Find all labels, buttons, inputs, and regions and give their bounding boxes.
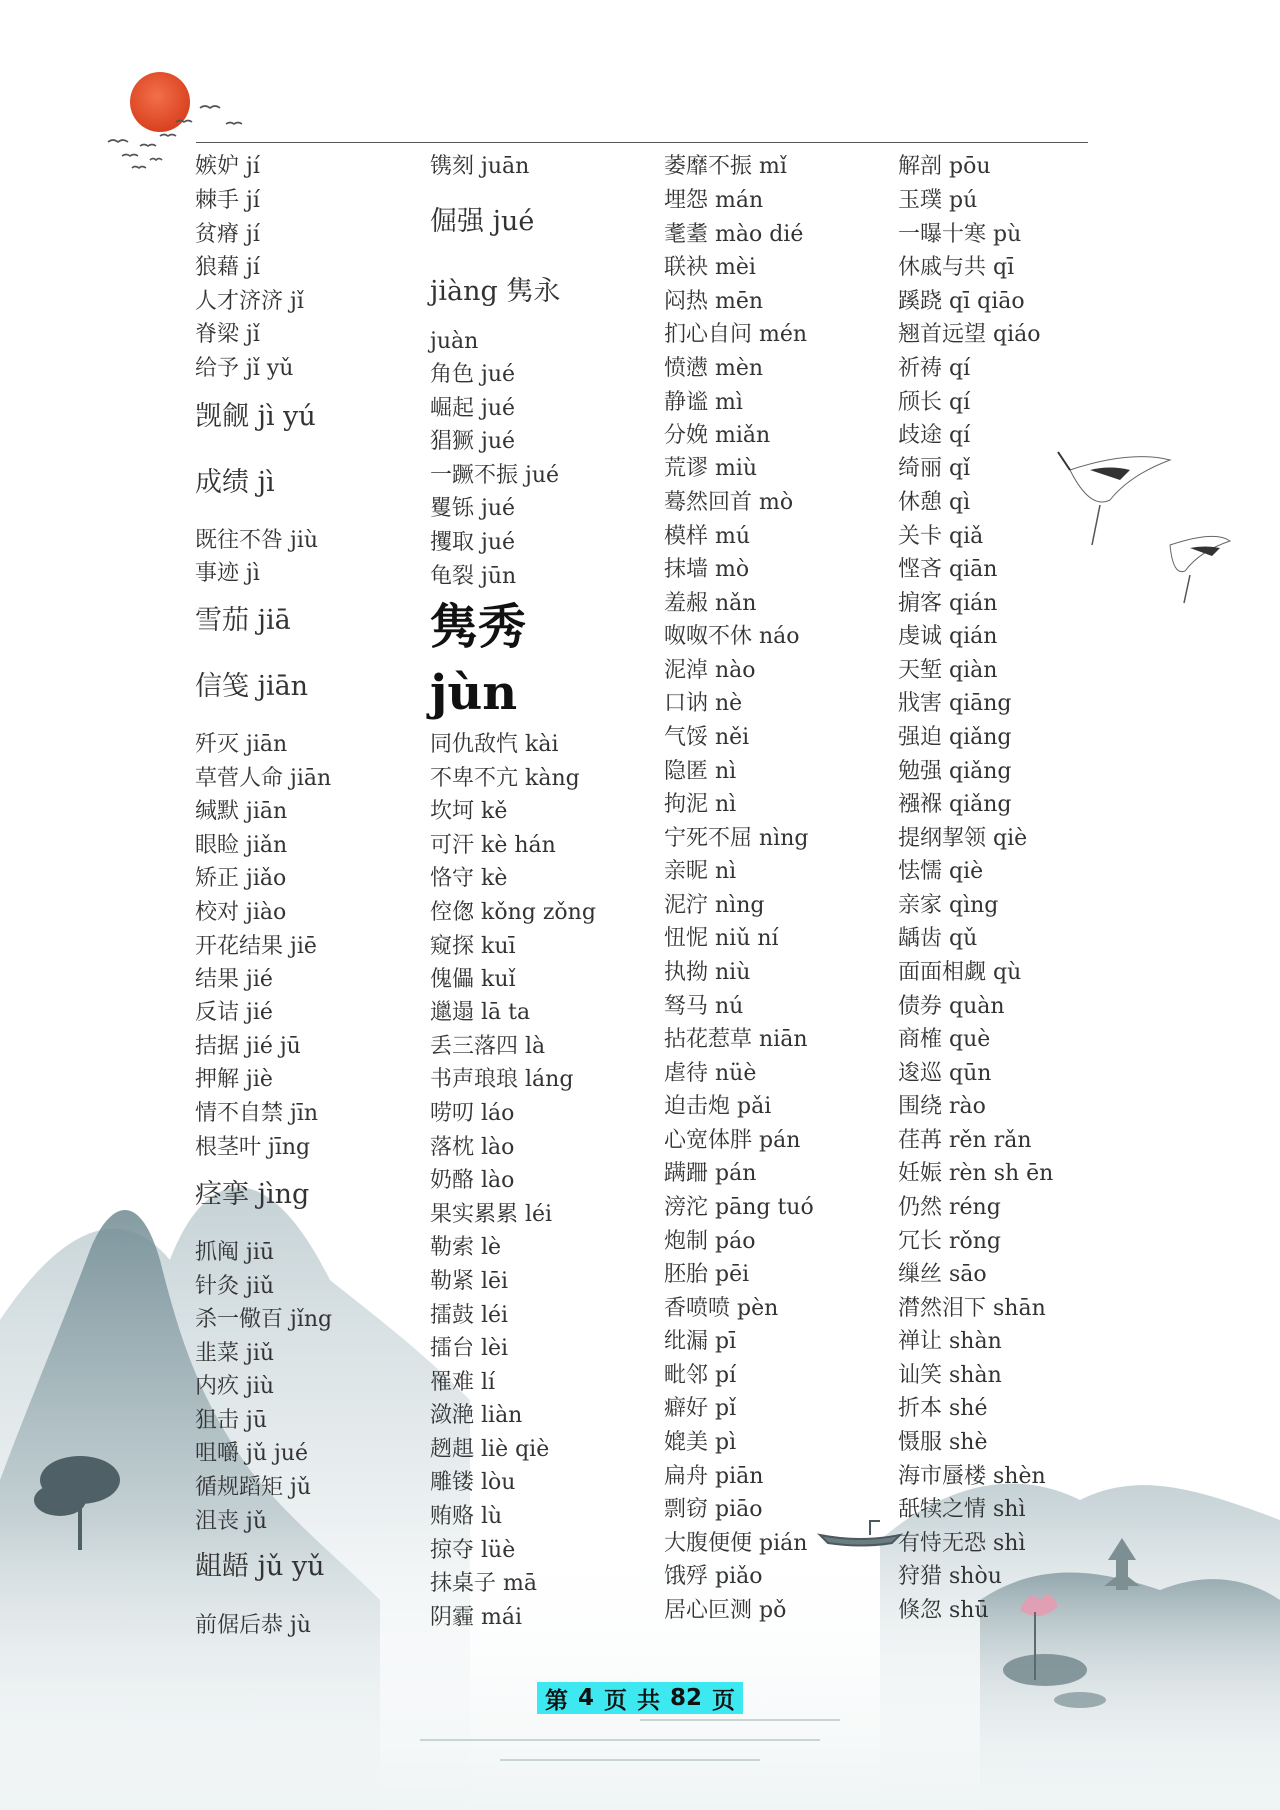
- word-entry: 落枕 lào: [430, 1135, 515, 1160]
- word-entry: 狙击 jū: [195, 1408, 267, 1433]
- word-entry: 同仇敌忾 kài: [430, 732, 559, 757]
- word-entry: 宁死不屈 nìng: [664, 826, 809, 851]
- word-entry: 既往不咎 jiù: [195, 528, 319, 553]
- word-entry: 怯懦 qiè: [898, 859, 984, 884]
- word-entry: 崛起 jué: [430, 396, 516, 421]
- footer-gong: 共: [637, 1687, 660, 1714]
- word-entry: 荒谬 miù: [664, 456, 758, 481]
- word-entry: 开花结果 jiē: [195, 934, 317, 959]
- word-entry: 荏苒 rěn rǎn: [898, 1128, 1032, 1153]
- word-entry: 擂台 lèi: [430, 1336, 509, 1361]
- word-entry: 棘手 jí: [195, 188, 260, 213]
- word-entry: 海市蜃楼 shèn: [898, 1464, 1046, 1489]
- word-entry: jiàng 隽永: [430, 276, 561, 307]
- word-entry: 勒索 lè: [430, 1235, 502, 1260]
- word-entry: 逡巡 qūn: [898, 1061, 992, 1086]
- word-entry: 剽窃 piāo: [664, 1497, 763, 1522]
- word-entry: 萎靡不振 mǐ: [664, 154, 787, 179]
- word-entry: 香喷喷 pèn: [664, 1296, 779, 1321]
- word-entry: 贫瘠 jí: [195, 222, 260, 247]
- word-entry: 执拗 niù: [664, 960, 751, 985]
- word-entry: 禅让 shàn: [898, 1329, 1002, 1354]
- word-entry: 罹难 lí: [430, 1370, 496, 1395]
- word-entry: juàn: [430, 329, 479, 354]
- word-entry: 有恃无恐 shì: [898, 1531, 1026, 1556]
- word-entry: 愤懑 mèn: [664, 356, 764, 381]
- word-entry: 襁褓 qiǎng: [898, 792, 1012, 817]
- word-entry: 滂沱 pāng tuó: [664, 1195, 814, 1220]
- word-entry: 成绩 jì: [195, 467, 275, 498]
- footer-current-page: 4: [577, 1685, 594, 1711]
- word-entry: 居心叵测 pǒ: [664, 1598, 787, 1623]
- word-entry: 隐匿 nì: [664, 759, 737, 784]
- footer-di: 第: [544, 1687, 568, 1714]
- word-entry: 戕害 qiāng: [898, 691, 1012, 716]
- word-entry: 抹墙 mò: [664, 557, 750, 582]
- word-entry: 慑服 shè: [898, 1430, 988, 1455]
- word-entry: 商榷 què: [898, 1027, 991, 1052]
- word-entry: 觊觎 jì yú: [195, 401, 316, 432]
- word-entry: 翘首远望 qiáo: [898, 322, 1041, 347]
- word-entry: 隽秀: [430, 599, 527, 655]
- word-entry: 恪守 kè: [430, 866, 508, 891]
- word-entry: 奶酪 lào: [430, 1168, 515, 1193]
- word-entry: 根茎叶 jīng: [195, 1135, 311, 1160]
- word-entry: 信笺 jiān: [195, 671, 309, 702]
- word-entry: 狼藉 jí: [195, 255, 260, 280]
- word-entry: 镌刻 juān: [430, 154, 530, 179]
- word-entry: 解剖 pōu: [898, 154, 991, 179]
- word-entry: 唠叨 láo: [430, 1101, 515, 1126]
- word-entry: 押解 jiè: [195, 1067, 273, 1092]
- word-entry: 舐犊之情 shì: [898, 1497, 1026, 1522]
- word-entry: 抹桌子 mā: [430, 1571, 537, 1596]
- word-entry: 结果 jié: [195, 967, 273, 992]
- word-entry: 强迫 qiǎng: [898, 725, 1012, 750]
- word-entry: 沮丧 jǔ: [195, 1509, 267, 1534]
- word-entry: 勒紧 lēi: [430, 1269, 509, 1294]
- word-entry: 休戚与共 qī: [898, 255, 1015, 280]
- word-entry: 心宽体胖 pán: [664, 1128, 801, 1153]
- word-entry: 闷热 mēn: [664, 289, 764, 314]
- word-entry: 讪笑 shàn: [898, 1363, 1002, 1388]
- word-entry: 驽马 nú: [664, 994, 744, 1019]
- word-entry: 模样 mú: [664, 524, 751, 549]
- word-entry: 亲昵 nì: [664, 859, 737, 884]
- word-entry: 颀长 qí: [898, 390, 971, 415]
- word-entry: 面面相觑 qù: [898, 960, 1022, 985]
- word-entry: 迫击炮 pǎi: [664, 1094, 772, 1119]
- word-entry: 忸怩 niǔ ní: [664, 926, 779, 951]
- word-entry: 人才济济 jǐ: [195, 289, 304, 314]
- word-entry: 龋齿 qǔ: [898, 926, 978, 951]
- word-entry: 缄默 jiān: [195, 799, 288, 824]
- word-entry: 窥探 kuī: [430, 934, 516, 959]
- word-entry: 癖好 pǐ: [664, 1396, 737, 1421]
- word-entry: 静谧 mì: [664, 390, 743, 415]
- word-entry: 韭菜 jiǔ: [195, 1341, 275, 1366]
- footer-ye: 页: [604, 1687, 627, 1714]
- word-entry: 倥偬 kǒng zǒng: [430, 900, 596, 925]
- word-entry: 掮客 qián: [898, 591, 998, 616]
- word-entry: 丢三落四 là: [430, 1034, 546, 1059]
- word-entry: 纰漏 pī: [664, 1329, 737, 1354]
- word-entry: 抓阄 jiū: [195, 1240, 275, 1265]
- word-entry: 书声琅琅 láng: [430, 1067, 574, 1092]
- word-entry: 拮据 jié jū: [195, 1034, 301, 1059]
- word-entry: 泥泞 nìng: [664, 893, 765, 918]
- word-entry: 呶呶不休 náo: [664, 624, 800, 649]
- word-entry: 扁舟 piān: [664, 1464, 764, 1489]
- word-entry: 狩猎 shòu: [898, 1564, 1002, 1589]
- page-footer: [537, 1682, 743, 1714]
- word-entry: 提纲挈领 qiè: [898, 826, 1028, 851]
- word-entry: 拈花惹草 niān: [664, 1027, 808, 1052]
- word-entry: 拘泥 nì: [664, 792, 737, 817]
- word-entry: 冗长 rǒng: [898, 1229, 1002, 1254]
- word-entry: jùn: [430, 665, 518, 721]
- word-entry: 歧途 qí: [898, 423, 971, 448]
- word-entry: 龃龉 jǔ yǔ: [195, 1551, 325, 1582]
- word-entry: 傀儡 kuǐ: [430, 967, 516, 992]
- word-entry: 天堑 qiàn: [898, 658, 998, 683]
- word-entry: 一蹶不振 jué: [430, 463, 560, 488]
- word-entry: 针灸 jiǔ: [195, 1274, 275, 1299]
- word-entry: 坎坷 kě: [430, 799, 508, 824]
- word-entry: 泥淖 nào: [664, 658, 756, 683]
- word-entry: 围绕 rào: [898, 1094, 986, 1119]
- word-entry: 蹒跚 pán: [664, 1161, 757, 1186]
- word-entry: 毗邻 pí: [664, 1363, 737, 1388]
- word-entry: 倔强 jué: [430, 206, 535, 237]
- footer-total-pages: 82: [670, 1685, 703, 1711]
- word-entry: 反诘 jié: [195, 1000, 273, 1025]
- word-entry: 邋遢 lā ta: [430, 1000, 531, 1025]
- word-entry: 虐待 nüè: [664, 1061, 757, 1086]
- word-entry: 脊梁 jǐ: [195, 322, 260, 347]
- word-entry: 事迹 jì: [195, 561, 260, 586]
- word-entry: 蹊跷 qī qiāo: [898, 289, 1025, 314]
- word-entry: 口讷 nè: [664, 691, 743, 716]
- word-entry: 眼睑 jiǎn: [195, 833, 288, 858]
- word-entry: 可汗 kè hán: [430, 833, 556, 858]
- word-entry: 擂鼓 léi: [430, 1303, 509, 1328]
- word-entry: 玉璞 pú: [898, 188, 978, 213]
- word-entry: 悭吝 qiān: [898, 557, 998, 582]
- word-entry: 联袂 mèi: [664, 255, 756, 280]
- word-entry: 耄耋 mào dié: [664, 222, 804, 247]
- word-entry: 杀一儆百 jǐng: [195, 1307, 333, 1332]
- word-entry: 饿殍 piǎo: [664, 1564, 763, 1589]
- word-entry: 关卡 qiǎ: [898, 524, 984, 549]
- word-entry: 雪茄 jiā: [195, 605, 291, 636]
- word-entry: 歼灭 jiān: [195, 732, 288, 757]
- word-entry: 祈祷 qí: [898, 356, 971, 381]
- word-entry: 内疚 jiù: [195, 1374, 275, 1399]
- word-entry: 埋怨 mán: [664, 188, 764, 213]
- word-entry: 给予 jǐ yǔ: [195, 356, 294, 381]
- word-entry: 掠夺 lüè: [430, 1538, 516, 1563]
- word-entry: 羞赧 nǎn: [664, 591, 757, 616]
- footer-ye-end: 页: [712, 1687, 736, 1714]
- word-entry: 勉强 qiǎng: [898, 759, 1012, 784]
- word-entry: 亲家 qìng: [898, 893, 999, 918]
- word-entry: 胚胎 pēi: [664, 1262, 750, 1287]
- word-entry: 媲美 pì: [664, 1430, 737, 1455]
- word-entry: 草菅人命 jiān: [195, 766, 332, 791]
- word-entry: 蓦然回首 mò: [664, 490, 794, 515]
- word-entry: 前倨后恭 jù: [195, 1613, 311, 1638]
- header-rule: [196, 142, 1088, 143]
- word-entry: 龟裂 jūn: [430, 564, 517, 589]
- word-entry: 情不自禁 jīn: [195, 1101, 319, 1126]
- word-entry: 不卑不亢 kàng: [430, 766, 580, 791]
- word-entry: 贿赂 lù: [430, 1504, 503, 1529]
- word-entry: 休憩 qì: [898, 490, 971, 515]
- word-entry: 大腹便便 pián: [664, 1531, 808, 1556]
- red-sun-icon: [130, 72, 190, 132]
- word-entry: 倏忽 shū: [898, 1598, 989, 1623]
- word-entry: 分娩 miǎn: [664, 423, 771, 448]
- word-entry: 折本 shé: [898, 1396, 988, 1421]
- word-entry: 一曝十寒 pù: [898, 222, 1022, 247]
- word-entry: 咀嚼 jǔ jué: [195, 1441, 308, 1466]
- word-entry: 潸然泪下 shān: [898, 1296, 1046, 1321]
- word-entry: 缫丝 sāo: [898, 1262, 987, 1287]
- word-entry: 雕镂 lòu: [430, 1470, 516, 1495]
- word-entry: 绮丽 qǐ: [898, 456, 971, 481]
- word-entry: 矍铄 jué: [430, 496, 516, 521]
- cranes-icon: [1058, 452, 1230, 603]
- word-entry: 潋滟 liàn: [430, 1403, 523, 1428]
- word-entry: 果实累累 léi: [430, 1202, 553, 1227]
- word-entry: 猖獗 jué: [430, 429, 516, 454]
- word-entry: 炮制 páo: [664, 1229, 756, 1254]
- word-entry: 痉挛 jìng: [195, 1179, 310, 1210]
- word-entry: 趔趄 liè qiè: [430, 1437, 550, 1462]
- word-entry: 债券 quàn: [898, 994, 1005, 1019]
- word-entry: 仍然 réng: [898, 1195, 1001, 1220]
- word-entry: 矫正 jiǎo: [195, 866, 287, 891]
- word-entry: 角色 jué: [430, 362, 516, 387]
- word-entry: 妊娠 rèn sh ēn: [898, 1161, 1054, 1186]
- word-entry: 循规蹈矩 jǔ: [195, 1475, 311, 1500]
- word-entry: 虔诚 qián: [898, 624, 998, 649]
- word-entry: 扪心自问 mén: [664, 322, 808, 347]
- word-entry: 攫取 jué: [430, 530, 516, 555]
- word-entry: 校对 jiào: [195, 900, 287, 925]
- word-entry: 嫉妒 jí: [195, 154, 260, 179]
- word-entry: 阴霾 mái: [430, 1605, 523, 1630]
- word-entry: 气馁 něi: [664, 725, 750, 750]
